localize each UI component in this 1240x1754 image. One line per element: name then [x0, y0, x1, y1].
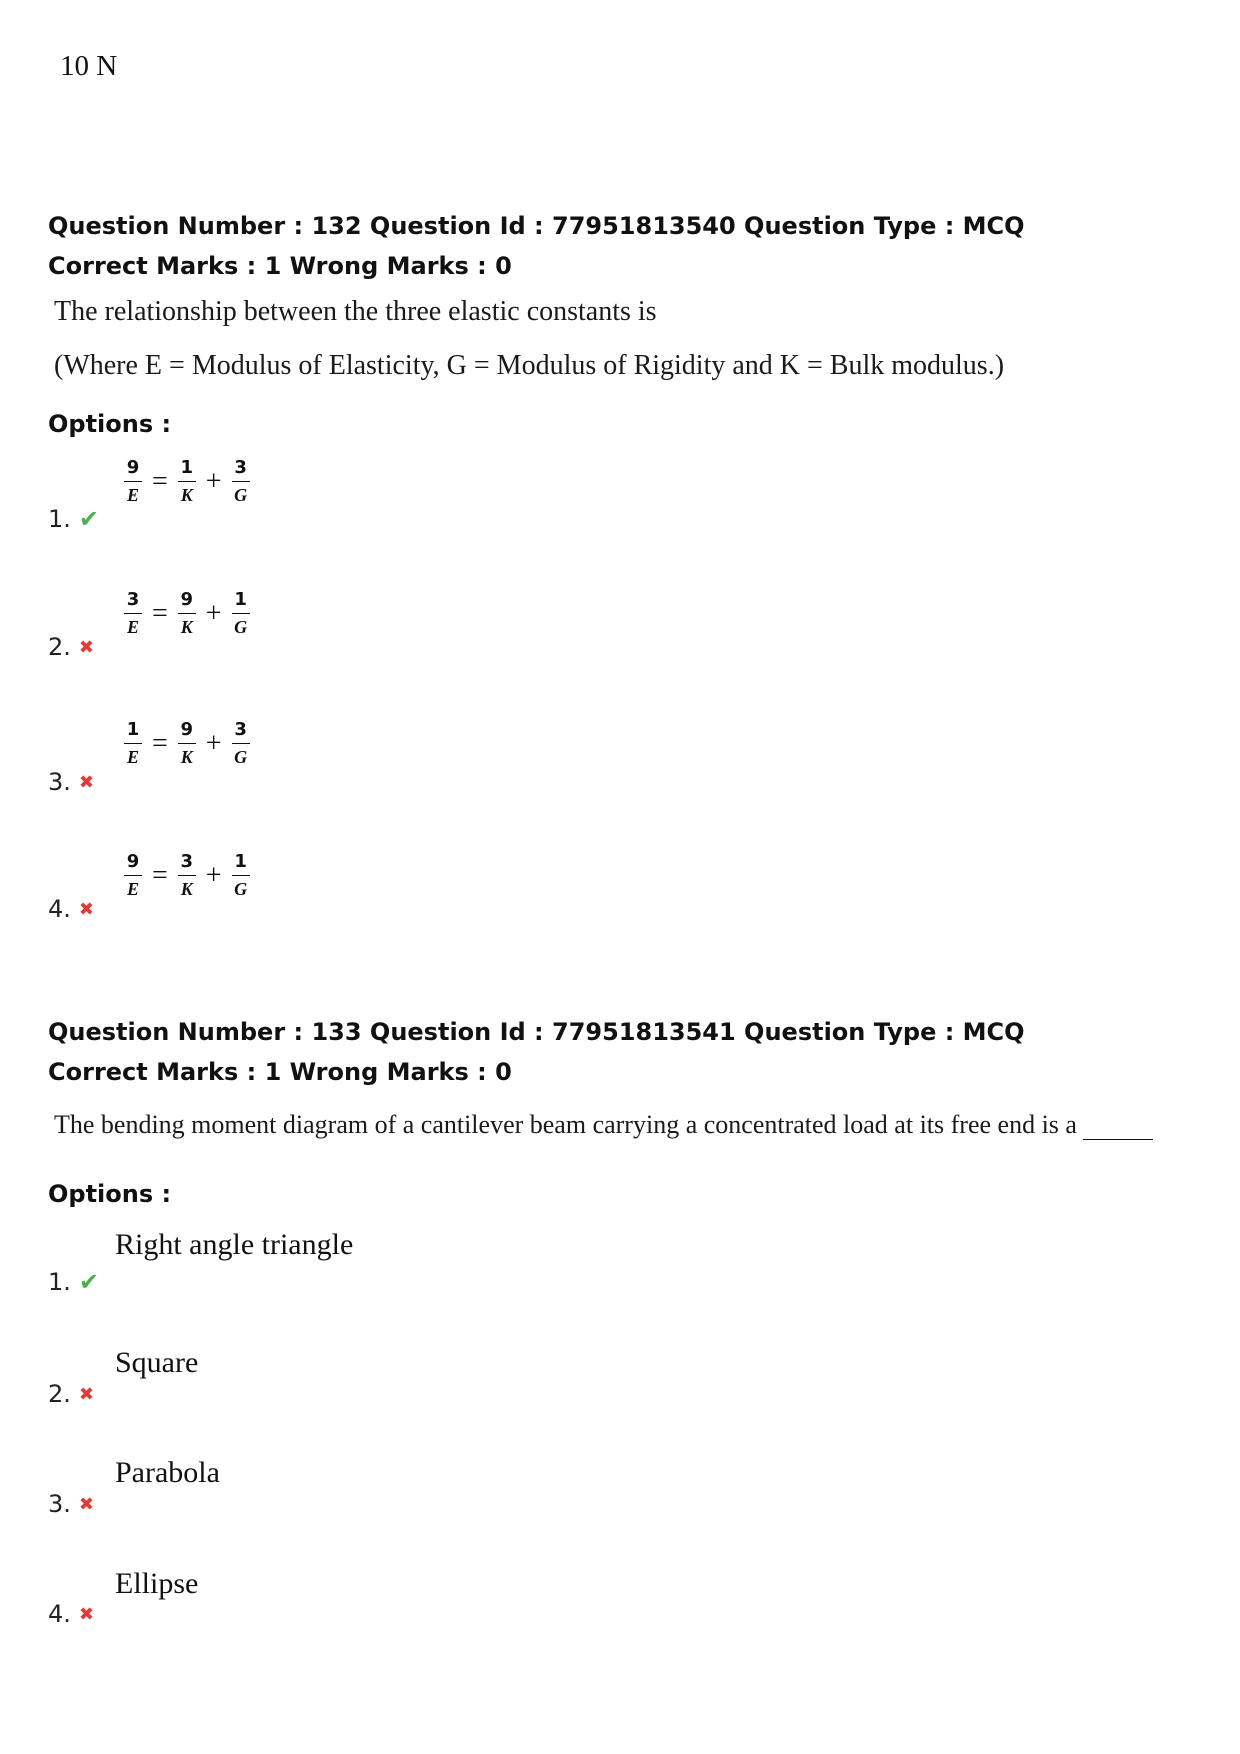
cross-icon: ✖: [78, 1493, 94, 1515]
cross-icon: ✖: [78, 1383, 94, 1405]
q132-question-text: The relationship between the three elastic constants is: [54, 296, 657, 327]
q132-option-3-formula: $\frac{1}{E}$ = $\frac{9}{K}$ + $\frac{3}{G}$: [118, 720, 256, 767]
q133-option-2-text: Square: [115, 1346, 199, 1379]
q132-header-line2: Correct Marks : 1 Wrong Marks : 0: [48, 252, 512, 280]
q133-option-1-text: Right angle triangle: [115, 1228, 354, 1261]
q132-option-4-number: 4. ✖: [48, 895, 94, 923]
cross-icon: ✖: [78, 771, 94, 793]
q132-header-line1: Question Number : 132 Question Id : 77951813540 Question Type : MCQ: [48, 212, 1025, 240]
answer-blank: [1083, 1115, 1153, 1140]
q132-option-2-formula: $\frac{3}{E}$ = $\frac{9}{K}$ + $\frac{1}{G}$: [118, 590, 256, 637]
q133-option-3-number: 3. ✖: [48, 1490, 94, 1518]
q133-question-text: The bending moment diagram of a cantilever beam carrying a concentrated load at its free end is a: [54, 1110, 1153, 1140]
q133-option-3-text: Parabola: [115, 1456, 220, 1489]
q132-option-1-number: 1. ✔: [48, 505, 100, 533]
cross-icon: ✖: [78, 636, 94, 658]
q132-option-2-number: 2. ✖: [48, 633, 94, 661]
q133-option-1-number: 1. ✔: [48, 1268, 100, 1296]
check-icon: ✔: [78, 505, 100, 533]
cross-icon: ✖: [78, 898, 94, 920]
q133-option-4-number: 4. ✖: [48, 1600, 94, 1628]
cross-icon: ✖: [78, 1603, 94, 1625]
q133-header-line1: Question Number : 133 Question Id : 77951813541 Question Type : MCQ: [48, 1018, 1025, 1046]
q133-options-label: Options :: [48, 1180, 172, 1208]
q132-option-4-formula: $\frac{9}{E}$ = $\frac{3}{K}$ + $\frac{1}{G}$: [118, 852, 256, 899]
previous-answer-text: 10 N: [60, 50, 118, 82]
q133-option-2-number: 2. ✖: [48, 1380, 94, 1408]
q132-question-note: (Where E = Modulus of Elasticity, G = Modulus of Rigidity and K = Bulk modulus.): [54, 350, 1005, 381]
q132-options-label: Options :: [48, 410, 172, 438]
check-icon: ✔: [78, 1268, 100, 1296]
q132-option-3-number: 3. ✖: [48, 768, 94, 796]
q132-option-1-formula: $\frac{9}{E}$ = $\frac{1}{K}$ + $\frac{3}{G}$: [118, 458, 256, 505]
q133-option-4-text: Ellipse: [115, 1567, 199, 1600]
q133-header-line2: Correct Marks : 1 Wrong Marks : 0: [48, 1058, 512, 1086]
